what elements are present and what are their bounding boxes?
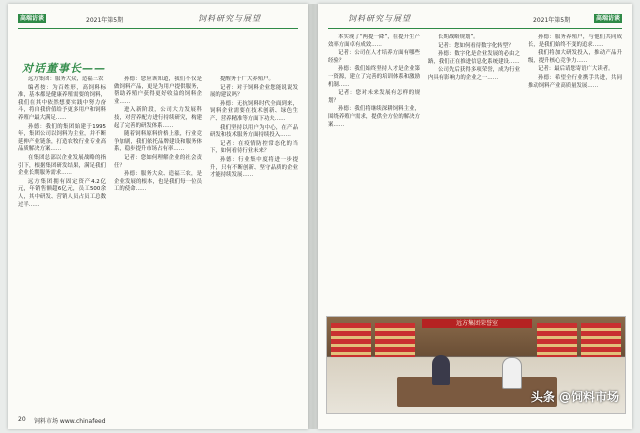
paragraph: 记者：您如何理解企业的社会责任？ xyxy=(114,154,202,169)
paragraph: 记者：最后请您寄语广大读者。 xyxy=(538,66,614,73)
paragraph: 记者：公司在人才培养方面有哪些经验？ xyxy=(328,50,420,64)
honor-shelf xyxy=(537,323,577,357)
paragraph: 孙德：行业集中度将进一步提升，只有不断创新、坚守品质的企业才能持续发展…… xyxy=(210,156,298,179)
paragraph: 本实现了“两提一降”，在提升生产效率方面卓有成效…… xyxy=(328,34,420,48)
section-badge: 高端访谈 xyxy=(595,15,620,22)
paragraph: 孙德：无抗饲料时代全面到来，饲料企业需要在技术创新、绿色生产、营养精准等方面下功夫…… xyxy=(210,100,298,122)
paragraph: 长期战略规划”。 xyxy=(438,34,479,40)
honor-shelf xyxy=(375,323,415,357)
photo-banner: 远方集团荣誉室 xyxy=(422,319,532,328)
paragraph: 我们坚持以用户为中心，在产品研发和技术服务方面持续投入…… xyxy=(210,124,298,139)
honor-shelf xyxy=(331,323,371,357)
paragraph: 记者：对于饲料企业您能说说发展的建议吗？ xyxy=(210,84,298,99)
right-page xyxy=(318,4,632,429)
paragraph: 孙德：服务大众、造福三农，是企业发展的根本，也是我们每一位员工的使命…… xyxy=(114,171,202,193)
honor-shelf xyxy=(581,323,621,357)
left-page xyxy=(8,4,308,429)
paragraph: 提醒务于广大养殖户。 xyxy=(220,76,274,82)
paragraph: 编者按：为百姓形，高饲料标准，基本都是健康养殖需要的饲料，我们在其中依然想要实践中努力奋斗，将自我价值给予更多用户和饲料养殖户最大满足…… xyxy=(18,84,106,121)
paragraph: 孙德：我们的集团始建于1995年，集团公司以饲料为主业，并不断延伸产业链条，打造农牧行业专业高品质解决方案…… xyxy=(18,123,106,153)
paragraph: 记者：在疫情防控常态化的当下，如何看待行业未来？ xyxy=(210,140,298,155)
paragraph: 进入新阶段，公司大力发展科技，对营养配方进行持续研究，构建起了完善的研发体系…… xyxy=(114,107,202,129)
paragraph: 记者：您对未来发展有怎样的规划？ xyxy=(328,90,420,104)
footer-brand: 饲料市场 www.chinafeed xyxy=(34,418,106,425)
masthead: 饲料研究与展望 xyxy=(348,14,411,23)
header-rule xyxy=(18,28,298,29)
text-column-3 xyxy=(210,76,298,406)
header-rule xyxy=(328,28,622,29)
section-badge: 高端访谈 xyxy=(19,15,44,22)
person-figure xyxy=(502,357,522,389)
paragraph: 我们将加大研发投入，推动产品升级，提升核心竞争力…… xyxy=(528,50,622,64)
paragraph: 孙德：我们将继续深耕饲料主业，围绕养殖户需求，提供全方位的解决方案…… xyxy=(328,106,420,128)
page-number: 20 xyxy=(18,416,26,423)
paragraph: 随着饲料原料价格上涨，行业竞争加剧，我们依托品牌建设和服务体系，稳步提升市场占有率…… xyxy=(114,131,202,153)
paragraph: 孙德：数字化是企业发展的必由之路，我们正在推进信息化系统建设…… xyxy=(428,51,520,65)
issue-label: 2021年第5期 xyxy=(533,17,571,24)
issue-label: 2021年第5期 xyxy=(86,17,124,24)
article-title: 对话董事长—— xyxy=(22,62,106,75)
paragraph: 远方集团：服务大众，造福三农 xyxy=(28,76,104,82)
person-figure xyxy=(432,355,450,385)
paragraph: 记者：您如何看待数字化转型？ xyxy=(438,42,514,49)
text-column-1 xyxy=(18,76,106,406)
paragraph: 孙德：您应该知道，我们不仅是做饲料产品，更是为用户提供服务，帮助养殖户获得更好收益的饲料企业…… xyxy=(114,76,202,105)
text-column-3 xyxy=(528,34,622,312)
paragraph: 远方集团拥有固定资产4.2亿元，年销售额超6亿元，员工500余人，其中研发、营销人员占员工总数过半…… xyxy=(18,178,106,208)
paragraph: 公司先后获得多项荣誉，成为行业内具有影响力的企业之一…… xyxy=(428,67,520,81)
paragraph: 孙德：服务养殖户，与他们共同成长，是我们始终不变的追求…… xyxy=(528,34,622,48)
masthead: 饲料研究与展望 xyxy=(198,14,261,23)
watermark-text: 头条 @饲料市场 xyxy=(530,390,619,404)
paragraph: 在集团总部以企业发展战略的指引下，根据集团研发结果，满足我们企业长期服务需求…… xyxy=(18,154,106,177)
text-column-2 xyxy=(114,76,202,406)
text-column-2 xyxy=(428,34,520,312)
text-column-1 xyxy=(328,34,420,312)
interview-photo xyxy=(326,316,626,414)
page-gutter xyxy=(308,4,318,429)
paragraph: 孙德：希望全行业携手共进，共同推动饲料产业高质量发展…… xyxy=(528,74,622,89)
paragraph: 孙德：我们始终坚持人才是企业第一资源，建立了完善的培训体系和激励机制…… xyxy=(328,66,420,88)
